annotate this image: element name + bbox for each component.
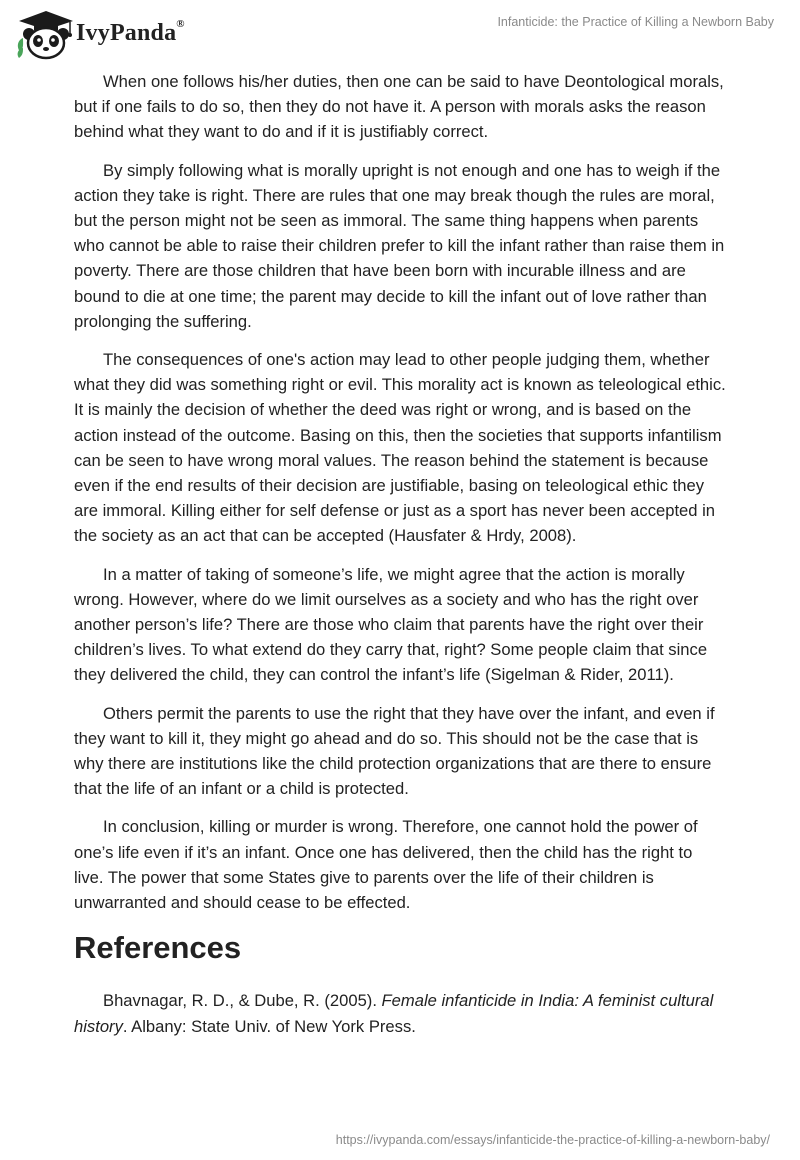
reference-entry (74, 988, 726, 1038)
reference-authors: Bhavnagar, R. D., & Dube, R. (2005). (103, 991, 382, 1011)
essay-paragraph: In conclusion, killing or murder is wrong. Therefore, one cannot hold the power of one’s life even if it’s an infant. Once one has delivered, then the child has the right to live. The power that some States give to parents over the life of their children is unwarranted and should cease to be effected. (74, 817, 698, 913)
essay-paragraph: By simply following what is morally upright is not enough and one has to weigh if the action they take is right. There are rules that one may break though the rules are moral, but the person might not be seen as immoral. The same thing happens when parents who cannot be able to raise their children prefer to kill the infant rather than raise them in poverty. There are those children that have been born with incurable illness and are bound to die at one time; the parent may decide to kill the infant out of love rather than prolonging the suffering. (74, 160, 725, 331)
reference-title: Female infanticide in India: A feminist cultural history (74, 991, 714, 1036)
document-title: Infanticide: the Practice of Killing a Newborn Baby (497, 15, 774, 29)
page-header (0, 0, 800, 70)
reference-publisher: . Albany: State Univ. of New York Press. (122, 1016, 416, 1036)
essay-content (74, 69, 726, 1039)
footer-url-link[interactable]: https://ivypanda.com/essays/infanticide-the-practice-of-killing-a-newborn-baby/ (335, 1133, 770, 1147)
essay-paragraph: In a matter of taking of someone’s life, we might agree that the action is morally wrong. However, where do we limit ourselves as a society and who has the right over another person’s life? There are those who claim that parents have the right over their children’s lives. To what extend do they carry that, right? Some people claim that since they delivered the child, they can control the infant’s life (Sigelman & Rider, 2011). (74, 564, 708, 685)
references-heading: References (74, 930, 242, 966)
panda-logo-icon (14, 8, 78, 62)
essay-paragraph: Others permit the parents to use the right that they have over the infant, and even if they want to kill it, they might go ahead and do so. This should not be the case that is why there are institutions like the child protection organizations that are there to ensure that the life of an infant or a child is protected. (74, 703, 715, 799)
brand-name[interactable]: IvyPanda® (76, 18, 185, 46)
essay-paragraph: When one follows his/her duties, then one can be said to have Deontological morals, but if one fails to do so, then they do not have it. A person with morals asks the reason behind what they want to do and if it is justifiably correct. (74, 72, 724, 142)
essay-paragraph: The consequences of one's action may lead to other people judging them, whether what they did was something right or evil. This morality act is known as teleological ethic. It is mainly the decision of whether the deed was right or wrong, and is based on the action instead of the outcome. Basing on this, then the societies that supports infantilism can be seen to have wrong moral values. The reason behind the statement is because even if the end results of their decision are justifiable, basing on teleological ethic they are immoral. Killing either for self defense or just as a sport has never been accepted in the society as an act that can be accepted (Hausfater & Hrdy, 2008). (74, 350, 726, 546)
